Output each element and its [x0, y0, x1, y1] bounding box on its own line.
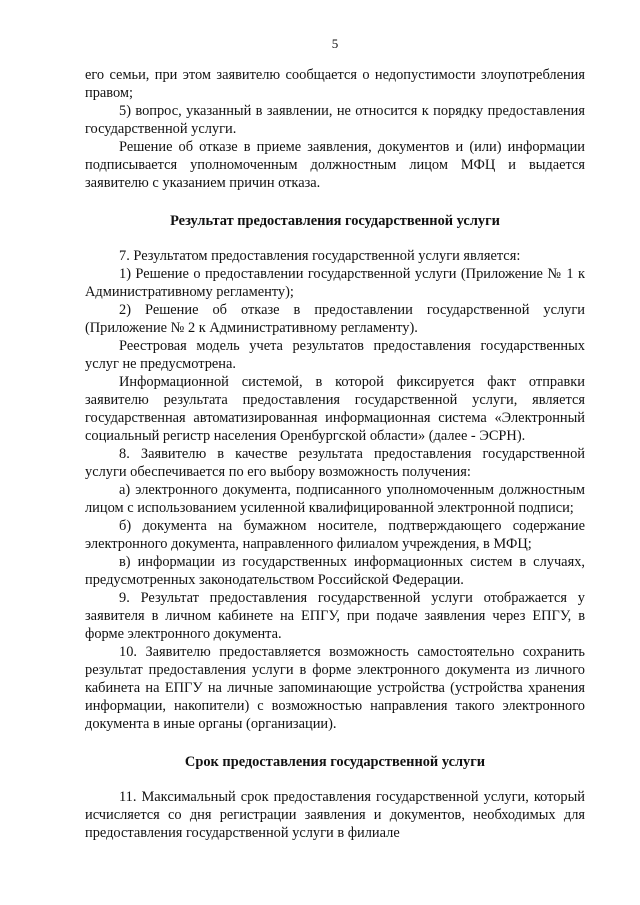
paragraph: 7. Результатом предоставления государственной услуги является:: [119, 248, 521, 264]
paragraph: 1) Решение о предоставлении государственной услуги (Приложение № 1 к Административному регламенту);: [85, 266, 585, 300]
paragraph: 11. Максимальный срок предоставления государственной услуги, который исчисляется со дня регистрации заявления и документов, необходимых для предоставления государственной услуги в филиале: [85, 789, 585, 841]
paragraph: его семьи, при этом заявителю сообщается о недопустимости злоупотребления правом;: [85, 67, 585, 101]
paragraph: Реестровая модель учета результатов предоставления государственных услуг не предусмотрена.: [85, 338, 585, 372]
paragraph: 5) вопрос, указанный в заявлении, не относится к порядку предоставления государственной услуги.: [85, 103, 585, 137]
section-heading-term: Срок предоставления государственной услуги: [184, 754, 486, 770]
document-page: [85, 36, 585, 842]
paragraph: Решение об отказе в приеме заявления, документов и (или) информации подписывается уполномоченным должностным лицом МФЦ и выдается заявителю с указанием причин отказа.: [85, 139, 585, 191]
page-number: 5: [331, 36, 339, 51]
paragraph: 2) Решение об отказе в предоставлении государственной услуги (Приложение № 2 к Административному регламенту).: [85, 302, 585, 336]
paragraph: б) документа на бумажном носителе, подтверждающего содержание электронного документа, направленного филиалом учреждения, в МФЦ;: [85, 518, 585, 552]
paragraph: 10. Заявителю предоставляется возможность самостоятельно сохранить результат предоставления услуги в форме электронного документа из личного кабинета на ЕПГУ на личные запоминающие устройства (устройства хранения информации, накопители) с возможностью направления такого электронного документа в иные органы (организации).: [85, 644, 585, 732]
paragraph: а) электронного документа, подписанного уполномоченным должностным лицом с использованием усиленной квалифицированной электронной подписи;: [85, 482, 585, 516]
paragraph: 9. Результат предоставления государственной услуги отображается у заявителя в личном кабинете на ЕПГУ, при подаче заявления через ЕПГУ, в форме электронного документа.: [85, 590, 585, 642]
section-heading-result: Результат предоставления государственной услуги: [170, 213, 500, 229]
paragraph: в) информации из государственных информационных систем в случаях, предусмотренных законодательством Российской Федерации.: [85, 554, 585, 588]
paragraph: Информационной системой, в которой фиксируется факт отправки заявителю результата предоставления государственной услуги, является государственная автоматизированная информационная система «Электронный социальный регистр населения Оренбургской области» (далее - ЭСРН).: [85, 374, 585, 444]
paragraph: 8. Заявителю в качестве результата предоставления государственной услуги обеспечивается по его выбору возможность получения:: [85, 446, 585, 480]
